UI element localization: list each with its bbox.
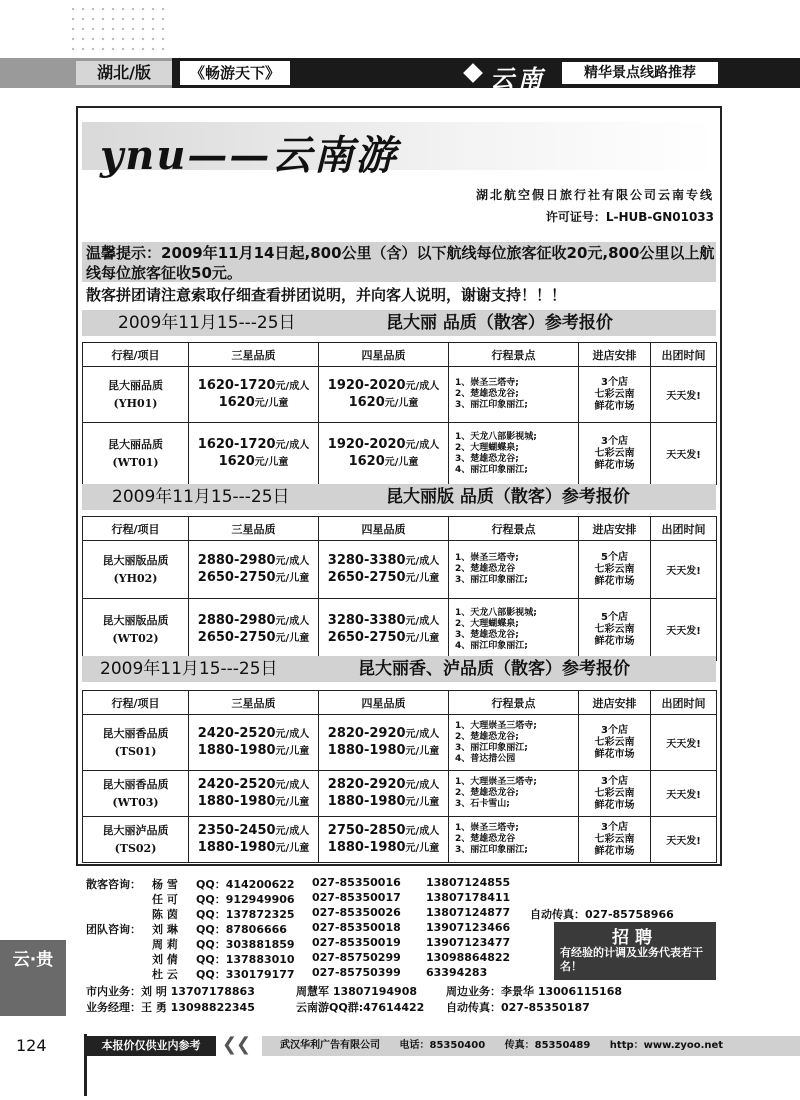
four-star-price xyxy=(319,771,449,817)
shops-cell xyxy=(579,423,651,485)
contact-name: 刘 琳 xyxy=(152,923,178,936)
table-row xyxy=(83,771,717,817)
shop-item: 鲜花市场 xyxy=(594,635,635,647)
shop-item: 鲜花市场 xyxy=(594,575,635,587)
price-table xyxy=(82,690,717,863)
contact-qq: QQ：303881859 xyxy=(196,938,295,951)
three-star-price xyxy=(189,423,319,485)
page-header xyxy=(0,58,800,93)
contact-mobile: 13807124855 xyxy=(426,876,511,889)
column-header: 行程景点 xyxy=(449,517,579,541)
spots-cell xyxy=(449,367,579,423)
child-price: 1880-1980 xyxy=(327,742,406,758)
depart-cell: 天天发! xyxy=(651,367,717,423)
adult-unit: 元/成人 xyxy=(405,779,440,791)
adult-price: 2350-2450 xyxy=(197,822,276,838)
column-header: 行程景点 xyxy=(449,343,579,367)
column-header: 出团时间 xyxy=(651,691,717,715)
child-price: 1880-1980 xyxy=(197,839,276,855)
adult-unit: 元/成人 xyxy=(275,615,310,627)
adult-unit: 元/成人 xyxy=(275,380,310,392)
child-unit: 元/儿童 xyxy=(275,572,310,584)
spot-item: 1、崇圣三塔寺; xyxy=(455,823,519,833)
column-header: 三星品质 xyxy=(189,691,319,715)
spots-cell xyxy=(449,817,579,863)
section-title-bar xyxy=(82,310,716,336)
shop-item: 3个店 xyxy=(601,724,628,736)
column-header: 行程/项目 xyxy=(83,691,189,715)
route-cell xyxy=(83,423,189,485)
child-price: 1620 xyxy=(348,453,385,469)
child-unit: 元/儿童 xyxy=(275,842,310,854)
adult-unit: 元/成人 xyxy=(405,439,440,451)
column-header: 进店安排 xyxy=(579,343,651,367)
side-tab: 云·贵 xyxy=(0,940,66,1016)
four-star-price xyxy=(319,367,449,423)
column-header: 出团时间 xyxy=(651,517,717,541)
agency-url: http：www.zyoo.net xyxy=(609,1040,724,1051)
shop-item: 鲜花市场 xyxy=(594,799,635,811)
contact-mobile: 13907123477 xyxy=(426,936,511,949)
shops-cell xyxy=(579,817,651,863)
table-row xyxy=(83,367,717,423)
adult-price: 2420-2520 xyxy=(197,725,276,741)
spots-cell xyxy=(449,423,579,485)
route-name: 昆大丽香品质 xyxy=(102,726,169,740)
contact-name: 杨 雪 xyxy=(152,878,178,891)
adult-price: 2880-2980 xyxy=(197,552,276,568)
spot-item: 2、楚雄恐龙谷 xyxy=(455,834,516,844)
four-star-price xyxy=(319,541,449,599)
column-header: 四星品质 xyxy=(319,343,449,367)
child-unit: 元/儿童 xyxy=(384,397,419,409)
adult-unit: 元/成人 xyxy=(405,825,440,837)
section-name: 昆大丽版 品质（散客）参考报价 xyxy=(386,487,630,507)
depart-cell: 天天发! xyxy=(651,541,717,599)
qq-group: 云南游QQ群:47614422 xyxy=(296,1001,425,1014)
contact-zhou: 周慧军 13807194908 xyxy=(296,985,418,998)
depart-cell: 天天发! xyxy=(651,599,717,661)
column-header: 行程/项目 xyxy=(83,343,189,367)
three-star-price xyxy=(189,817,319,863)
child-unit: 元/儿童 xyxy=(405,632,440,644)
contact-tel: 027-85750299 xyxy=(312,951,401,964)
region-title: 云南 xyxy=(490,64,546,93)
adult-unit: 元/成人 xyxy=(275,825,310,837)
shops-cell xyxy=(579,541,651,599)
shop-item: 鲜花市场 xyxy=(594,400,635,412)
shop-item: 5个店 xyxy=(601,551,628,563)
section-title-bar xyxy=(82,656,716,682)
column-header: 四星品质 xyxy=(319,517,449,541)
adult-unit: 元/成人 xyxy=(275,728,310,740)
agency-fax: 传真：85350489 xyxy=(504,1040,591,1051)
contact-qq: QQ：137883010 xyxy=(196,953,295,966)
child-price: 1620 xyxy=(218,394,255,410)
agency-name: 武汉华利广告有限公司 xyxy=(280,1040,380,1051)
magazine-title: 《畅游天下》 xyxy=(180,61,290,85)
shop-item: 七彩云南 xyxy=(594,833,635,845)
shops-cell xyxy=(579,367,651,423)
route-name: 昆大丽版品质 xyxy=(102,613,169,627)
table-row xyxy=(83,715,717,771)
chevron-left-icon: ❮ xyxy=(236,1034,252,1055)
three-star-price xyxy=(189,599,319,661)
spot-item: 3、石卡雪山; xyxy=(455,799,510,809)
route-cell xyxy=(83,599,189,661)
route-name: 昆大丽品质 xyxy=(108,378,163,392)
child-price: 1880-1980 xyxy=(197,742,276,758)
shop-item: 七彩云南 xyxy=(594,736,635,748)
spot-item: 1、天龙八部影视城; xyxy=(455,607,537,618)
shop-item: 鲜花市场 xyxy=(594,748,635,760)
contact-tel: 027-85350019 xyxy=(312,936,401,949)
contact-mobile: 63394283 xyxy=(426,966,488,979)
contact-qq: QQ：137872325 xyxy=(196,908,295,921)
child-price: 2650-2750 xyxy=(197,629,276,645)
table-row xyxy=(83,817,717,863)
business-manager: 业务经理：王 勇 13098822345 xyxy=(86,1001,255,1014)
four-star-price xyxy=(319,715,449,771)
spot-item: 3、楚雄恐龙谷; xyxy=(455,629,519,640)
adult-price: 2880-2980 xyxy=(197,612,276,628)
route-code: (YH01) xyxy=(113,396,158,410)
contact-tel: 027-85350018 xyxy=(312,921,401,934)
shop-item: 七彩云南 xyxy=(594,388,635,400)
spot-item: 4、普达措公园 xyxy=(455,753,516,764)
depart-cell: 天天发! xyxy=(651,771,717,817)
adult-price: 1620-1720 xyxy=(197,377,276,393)
shops-cell xyxy=(579,771,651,817)
depart-cell: 天天发! xyxy=(651,423,717,485)
recruit-body: 有经验的计调及业务代表若干名！ xyxy=(560,946,703,973)
route-code: (YH02) xyxy=(113,571,158,585)
column-header: 三星品质 xyxy=(189,343,319,367)
column-header: 三星品质 xyxy=(189,517,319,541)
fax-line-1: 自动传真：027-85758966 xyxy=(530,908,674,921)
child-unit: 元/儿童 xyxy=(384,456,419,468)
contact-name: 周 莉 xyxy=(152,938,178,951)
agency-phone: 电话：85350400 xyxy=(399,1040,486,1051)
section-date: 2009年11月15---25日 xyxy=(112,487,290,507)
adult-price: 2420-2520 xyxy=(197,776,276,792)
adult-price: 2820-2920 xyxy=(327,776,406,792)
shop-item: 七彩云南 xyxy=(594,447,635,459)
spot-item: 3、丽江印象丽江; xyxy=(455,845,528,855)
shop-item: 鲜花市场 xyxy=(594,845,635,857)
fax-line-2: 自动传真：027-85350187 xyxy=(446,1001,590,1014)
child-unit: 元/儿童 xyxy=(405,572,440,584)
table-row xyxy=(83,541,717,599)
spots-cell xyxy=(449,771,579,817)
adult-unit: 元/成人 xyxy=(405,728,440,740)
route-code: (WT02) xyxy=(112,631,159,645)
group-note: 散客拼团请注意索取仔细查看拼团说明，并向客人说明，谢谢支持！！！ xyxy=(86,286,567,304)
child-unit: 元/儿童 xyxy=(405,796,440,808)
three-star-price xyxy=(189,715,319,771)
spot-item: 1、崇圣三塔寺; xyxy=(455,553,519,563)
shop-item: 3个店 xyxy=(601,376,628,388)
header-tagline: 精华景点线路推荐 xyxy=(562,62,718,84)
child-price: 1620 xyxy=(218,453,255,469)
license-number: 许可证号：L-HUB-GN01033 xyxy=(545,210,714,224)
disclaimer: 本报价仅供业内参考 xyxy=(86,1036,216,1056)
section-name: 昆大丽 品质（散客）参考报价 xyxy=(386,313,613,333)
brand-banner xyxy=(82,112,716,180)
adult-unit: 元/成人 xyxy=(405,615,440,627)
four-star-price xyxy=(319,817,449,863)
column-header: 进店安排 xyxy=(579,517,651,541)
column-header: 进店安排 xyxy=(579,691,651,715)
four-star-price xyxy=(319,423,449,485)
contact-mobile: 13807178411 xyxy=(426,891,511,904)
spot-item: 2、大理蝴蝶泉; xyxy=(455,618,519,629)
price-table xyxy=(82,342,717,485)
column-header: 行程/项目 xyxy=(83,517,189,541)
contact-tel: 027-85350016 xyxy=(312,876,401,889)
child-price: 1880-1980 xyxy=(197,793,276,809)
adult-unit: 元/成人 xyxy=(405,555,440,567)
shop-item: 七彩云南 xyxy=(594,787,635,799)
column-header: 四星品质 xyxy=(319,691,449,715)
contact-tel: 027-85750399 xyxy=(312,966,401,979)
three-star-price xyxy=(189,541,319,599)
recruit-title: 招聘 xyxy=(612,928,658,948)
brand-title: ynu——云南游 xyxy=(100,132,398,179)
adult-price: 3280-3380 xyxy=(327,612,406,628)
price-table xyxy=(82,516,717,661)
section-title-bar xyxy=(82,484,716,510)
child-unit: 元/儿童 xyxy=(405,745,440,757)
retail-label: 散客咨询： xyxy=(86,878,141,891)
contact-name: 刘 倩 xyxy=(152,953,178,966)
spot-item: 4、丽江印象丽江; xyxy=(455,640,528,651)
route-code: (TS02) xyxy=(114,841,157,855)
shop-item: 七彩云南 xyxy=(594,563,635,575)
child-price: 1880-1980 xyxy=(327,793,406,809)
contact-mobile: 13907123466 xyxy=(426,921,511,934)
spots-cell xyxy=(449,541,579,599)
footer-band xyxy=(262,1036,800,1056)
child-unit: 元/儿童 xyxy=(405,842,440,854)
spot-item: 2、楚雄恐龙谷 xyxy=(455,564,516,574)
section-date: 2009年11月15---25日 xyxy=(100,659,278,679)
adult-price: 3280-3380 xyxy=(327,552,406,568)
table-row xyxy=(83,599,717,661)
child-price: 1620 xyxy=(348,394,385,410)
adult-price: 2820-2920 xyxy=(327,725,406,741)
route-name: 昆大丽版品质 xyxy=(102,553,169,567)
spot-item: 2、大理蝴蝶泉; xyxy=(455,442,519,453)
company-name: 湖北航空假日旅行社有限公司云南专线 xyxy=(475,188,714,202)
adult-unit: 元/成人 xyxy=(275,555,310,567)
contact-name: 杜 云 xyxy=(152,968,178,981)
route-cell xyxy=(83,367,189,423)
contact-qq: QQ：912949906 xyxy=(196,893,295,906)
four-star-price xyxy=(319,599,449,661)
child-price: 2650-2750 xyxy=(327,569,406,585)
route-cell xyxy=(83,771,189,817)
spot-item: 3、丽江印象丽江; xyxy=(455,742,528,753)
spot-item: 1、崇圣三塔寺; xyxy=(455,378,519,388)
route-cell xyxy=(83,541,189,599)
route-name: 昆大丽泸品质 xyxy=(102,823,169,837)
child-unit: 元/儿童 xyxy=(254,456,289,468)
spot-item: 2、楚雄恐龙谷; xyxy=(455,389,519,399)
route-cell xyxy=(83,817,189,863)
column-header: 行程景点 xyxy=(449,691,579,715)
spot-item: 4、丽江印象丽江; xyxy=(455,464,528,475)
spot-item: 1、大理崇圣三塔寺; xyxy=(455,720,537,731)
page-number: 124 xyxy=(16,1036,47,1055)
shops-cell xyxy=(579,715,651,771)
route-code: (WT03) xyxy=(112,795,159,809)
adult-price: 1620-1720 xyxy=(197,436,276,452)
depart-cell: 天天发! xyxy=(651,715,717,771)
child-price: 1880-1980 xyxy=(327,839,406,855)
periphery-business: 周边业务：李景华 13006115168 xyxy=(446,985,623,998)
table-row xyxy=(83,423,717,485)
contact-tel: 027-85350017 xyxy=(312,891,401,904)
contact-mobile: 13098864822 xyxy=(426,951,511,964)
contact-mobile: 13807124877 xyxy=(426,906,511,919)
decorative-dot-grid xyxy=(68,4,168,50)
adult-unit: 元/成人 xyxy=(405,380,440,392)
spot-item: 1、大理崇圣三塔寺; xyxy=(455,777,537,787)
child-price: 2650-2750 xyxy=(197,569,276,585)
shop-item: 3个店 xyxy=(601,821,628,833)
three-star-price xyxy=(189,367,319,423)
contact-name: 陈 茵 xyxy=(152,908,178,921)
route-code: (TS01) xyxy=(114,744,157,758)
depart-cell: 天天发! xyxy=(651,817,717,863)
contact-qq: QQ：414200622 xyxy=(196,878,295,891)
recruit-box xyxy=(554,922,716,980)
adult-unit: 元/成人 xyxy=(275,439,310,451)
spot-item: 2、楚雄恐龙谷; xyxy=(455,731,519,742)
spot-item: 1、天龙八部影视城; xyxy=(455,431,537,442)
contact-qq: QQ：330179177 xyxy=(196,968,295,981)
route-code: (WT01) xyxy=(112,455,159,469)
three-star-price xyxy=(189,771,319,817)
contact-name: 任 可 xyxy=(152,893,178,906)
spot-item: 3、丽江印象丽江; xyxy=(455,400,528,410)
route-cell xyxy=(83,715,189,771)
adult-price: 1920-2020 xyxy=(327,377,406,393)
section-name: 昆大丽香、泸品质（散客）参考报价 xyxy=(358,659,630,679)
adult-price: 1920-2020 xyxy=(327,436,406,452)
shop-item: 3个店 xyxy=(601,435,628,447)
shop-item: 七彩云南 xyxy=(594,623,635,635)
shop-item: 5个店 xyxy=(601,611,628,623)
edition-label: 湖北/版 xyxy=(76,61,172,85)
shops-cell xyxy=(579,599,651,661)
child-unit: 元/儿童 xyxy=(275,632,310,644)
route-name: 昆大丽品质 xyxy=(108,437,163,451)
route-name: 昆大丽香品质 xyxy=(102,777,169,791)
child-unit: 元/儿童 xyxy=(254,397,289,409)
child-unit: 元/儿童 xyxy=(275,796,310,808)
section-date: 2009年11月15---25日 xyxy=(118,313,296,333)
adult-price: 2750-2850 xyxy=(327,822,406,838)
spot-item: 3、楚雄恐龙谷; xyxy=(455,453,519,464)
column-header: 出团时间 xyxy=(651,343,717,367)
city-business: 市内业务：刘 明 13707178863 xyxy=(86,985,255,998)
spots-cell xyxy=(449,715,579,771)
shop-item: 3个店 xyxy=(601,775,628,787)
spots-cell xyxy=(449,599,579,661)
contact-tel: 027-85350026 xyxy=(312,906,401,919)
shop-item: 鲜花市场 xyxy=(594,459,635,471)
team-label: 团队咨询： xyxy=(86,923,141,936)
spot-item: 3、丽江印象丽江; xyxy=(455,575,528,585)
child-unit: 元/儿童 xyxy=(275,745,310,757)
spot-item: 2、楚雄恐龙谷; xyxy=(455,788,519,798)
notice-text: 温馨提示：2009年11月14日起,800公里（含）以下航线每位旅客征收20元,800公里以上航线每位旅客征收50元。 xyxy=(86,244,715,282)
child-price: 2650-2750 xyxy=(327,629,406,645)
adult-unit: 元/成人 xyxy=(275,779,310,791)
contact-qq: QQ：87806666 xyxy=(196,923,287,936)
chevron-left-icon: ❮ xyxy=(222,1034,238,1055)
